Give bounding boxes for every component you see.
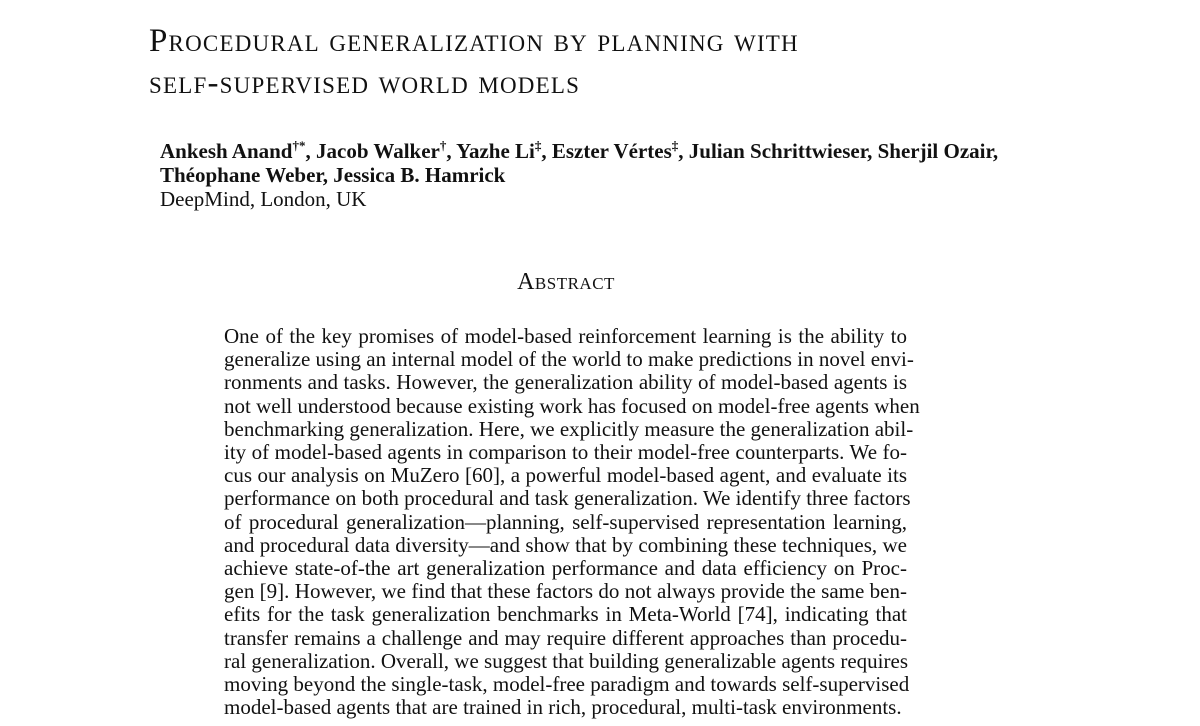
abstract-line: efits for the task generalization benchmarks in Meta-World [74], indicating that (224, 602, 907, 627)
abstract-line: moving beyond the single-task, model-free paradigm and towards self-supervised (224, 672, 910, 697)
abstract-heading: Abstract (517, 269, 615, 295)
author-block (160, 139, 998, 211)
abstract-line: performance on both procedural and task generalization. We identify three factors (224, 486, 911, 511)
abstract-line: One of the key promises of model-based reinforcement learning is the ability to (224, 324, 907, 348)
author-name: Jacob Walker (316, 139, 440, 163)
abstract-line: ronments and tasks. However, the generalization ability of model-based agents is (224, 370, 907, 395)
abstract-line: of procedural generalization—planning, self-supervised representation learning, (224, 509, 907, 534)
abstract-line: model-based agents that are trained in rich, procedural, multi-task environments. (224, 695, 902, 720)
abstract-line: gen [9]. However, we find that these factors do not always provide the same ben- (224, 579, 907, 604)
abstract-line: generalize using an internal model of the world to make predictions in novel envi- (224, 347, 914, 372)
affiliation: DeepMind, London, UK (160, 187, 367, 211)
title-line: Procedural generalization by planning with (149, 23, 799, 59)
abstract-line: transfer remains a challenge and may require different approaches than procedu- (224, 625, 907, 650)
abstract-line: ity of model-based agents in comparison to their model-free counterparts. We fo- (224, 440, 907, 465)
affiliation-mark: †* (292, 138, 306, 153)
affiliation-mark: † (439, 138, 447, 153)
title-line: self-supervised world models (149, 65, 581, 101)
author-line-1: Ankesh Anand†*, Jacob Walker†, Yazhe Li‡, Eszter Vértes‡, Julian Schrittwieser, Sherjil Ozair, (160, 138, 999, 163)
abstract-line: and procedural data diversity—and show that by combining these techniques, we (224, 532, 907, 557)
paper-title (149, 20, 799, 104)
affiliation-mark: ‡ (534, 138, 542, 153)
author-line-2: Théophane Weber, Jessica B. Hamrick (160, 163, 506, 187)
author-names (160, 139, 998, 187)
abstract-line: cus our analysis on MuZero [60], a powerful model-based agent, and evaluate its (224, 463, 907, 488)
abstract-line: ral generalization. Overall, we suggest that building generalizable agents requires (224, 648, 908, 673)
author-name: Ankesh Anand (160, 139, 293, 163)
author-name: Eszter Vértes (551, 139, 672, 163)
author-names-rest: Julian Schrittwieser, Sherjil Ozair, (688, 139, 999, 163)
abstract-body (224, 324, 920, 720)
abstract-line: benchmarking generalization. Here, we explicitly measure the generalization abil- (224, 416, 914, 441)
affiliation-mark: ‡ (671, 138, 679, 153)
author-name: Yazhe Li (456, 139, 535, 163)
abstract-line: achieve state-of-the art generalization performance and data efficiency on Proc- (224, 556, 907, 581)
abstract-line: not well understood because existing work has focused on model-free agents when (224, 393, 920, 418)
